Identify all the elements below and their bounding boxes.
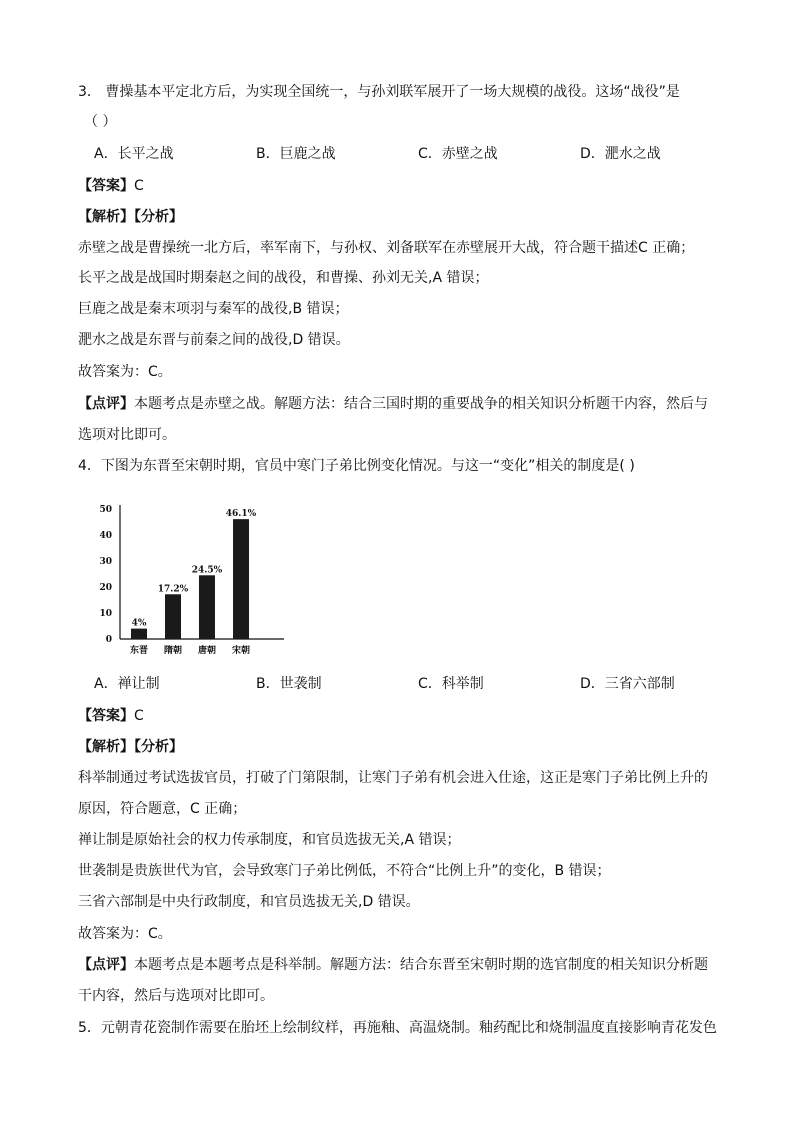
q4-analysis-line: 禅让制是原始社会的权力传承制度，和官员选拔无关,A 错误； bbox=[78, 832, 461, 848]
q4-analysis-line: 世袭制是贵族世代为官，会导致寒门子弟比例低，不符合“比例上升”的变化，B 错误； bbox=[78, 863, 611, 879]
y-tick-label: 30 bbox=[99, 557, 112, 567]
q4-bar-chart bbox=[96, 494, 290, 666]
q4-comment-tag: 【点评】 bbox=[78, 957, 134, 973]
y-tick-label: 20 bbox=[99, 583, 112, 593]
q3-stem-line1: 3． 曹操基本平定北方后，为实现全国统一，与孙刘联军展开了一场大规模的战役。这场“战役”是 bbox=[78, 84, 680, 100]
q3-analysis-line: 长平之战是战国时期秦赵之间的战役，和曹操、孙刘无关,A 错误； bbox=[78, 270, 489, 286]
q4-answer bbox=[78, 706, 144, 726]
bar-data-label: 17.2% bbox=[157, 584, 189, 595]
x-tick-label: 东晋 bbox=[129, 646, 149, 656]
q4-stem: 4．下图为东晋至宋朝时期，官员中寒门子弟比例变化情况。与这一“变化”相关的制度是( ) bbox=[78, 458, 635, 474]
q3-option-d: D．淝水之战 bbox=[580, 146, 661, 162]
x-tick-label: 隋朝 bbox=[163, 646, 183, 656]
bar bbox=[233, 519, 249, 639]
q3-analysis-line: 淝水之战是东晋与前秦之间的战役,D 错误。 bbox=[78, 332, 350, 348]
q3-answer bbox=[78, 176, 144, 196]
y-tick-label: 40 bbox=[99, 531, 112, 541]
chart-plot bbox=[99, 505, 284, 656]
bar bbox=[199, 575, 215, 639]
y-tick-label: 10 bbox=[99, 609, 112, 619]
y-tick-label: 0 bbox=[105, 635, 112, 645]
q4-analysis-tag: 【解析】【分析】 bbox=[78, 739, 183, 755]
q4-comment bbox=[78, 955, 708, 975]
q4-option-a: A．禅让制 bbox=[94, 676, 160, 692]
q3-comment-line2: 选项对比即可。 bbox=[78, 427, 176, 443]
q3-option-c: C．赤壁之战 bbox=[418, 146, 498, 162]
q3-comment-text: 本题考点是赤壁之战。解题方法：结合三国时期的重要战争的相关知识分析题干内容，然后与 bbox=[134, 396, 708, 412]
q3-analysis-line: 巨鹿之战是秦末项羽与秦军的战役,B 错误； bbox=[78, 301, 349, 317]
q4-comment-text: 本题考点是本题考点是科举制。解题方法：结合东晋至宋朝时期的选官制度的相关知识分析题 bbox=[134, 957, 708, 973]
bar bbox=[165, 594, 181, 639]
q4-option-c: C．科举制 bbox=[418, 676, 484, 692]
bar-data-label: 46.1% bbox=[225, 509, 257, 520]
q3-analysis-line: 故答案为：C。 bbox=[78, 364, 172, 380]
q3-stem-line2: （ ） bbox=[84, 114, 117, 130]
q5-stem: 5．元朝青花瓷制作需要在胎坯上绘制纹样，再施釉、高温烧制。釉药配比和烧制温度直接影响青花发色 bbox=[78, 1020, 717, 1036]
q4-analysis-line: 科举制通过考试选拔官员，打破了门第限制，让寒门子弟有机会进入仕途，这正是寒门子弟比例上升的 bbox=[78, 770, 708, 786]
q4-answer-value: C bbox=[134, 708, 144, 724]
q3-answer-tag: 【答案】 bbox=[78, 178, 134, 194]
y-tick-label: 50 bbox=[99, 505, 112, 515]
q4-comment-line2: 干内容，然后与选项对比即可。 bbox=[78, 988, 274, 1004]
bar bbox=[131, 629, 147, 639]
q3-comment bbox=[78, 394, 708, 414]
x-tick-label: 宋朝 bbox=[231, 646, 251, 656]
q4-answer-tag: 【答案】 bbox=[78, 708, 134, 724]
q4-analysis-line: 三省六部制是中央行政制度，和官员选拔无关,D 错误。 bbox=[78, 894, 420, 910]
q3-answer-value: C bbox=[134, 178, 144, 194]
q4-analysis-line: 原因，符合题意，C 正确； bbox=[78, 801, 247, 817]
q3-option-b: B．巨鹿之战 bbox=[256, 146, 336, 162]
bar-data-label: 4% bbox=[131, 618, 147, 629]
q4-option-b: B．世袭制 bbox=[256, 676, 322, 692]
q3-analysis-line: 赤壁之战是曹操统一北方后，率军南下，与孙权、刘备联军在赤壁展开大战，符合题干描述C 正确； bbox=[78, 240, 695, 256]
q3-option-a: A．长平之战 bbox=[94, 146, 174, 162]
q4-option-d: D．三省六部制 bbox=[580, 676, 675, 692]
x-tick-label: 唐朝 bbox=[197, 646, 217, 656]
q3-analysis-tag: 【解析】【分析】 bbox=[78, 209, 183, 225]
bar-data-label: 24.5% bbox=[191, 565, 223, 576]
q4-analysis-line: 故答案为：C。 bbox=[78, 926, 172, 942]
q3-comment-tag: 【点评】 bbox=[78, 396, 134, 412]
